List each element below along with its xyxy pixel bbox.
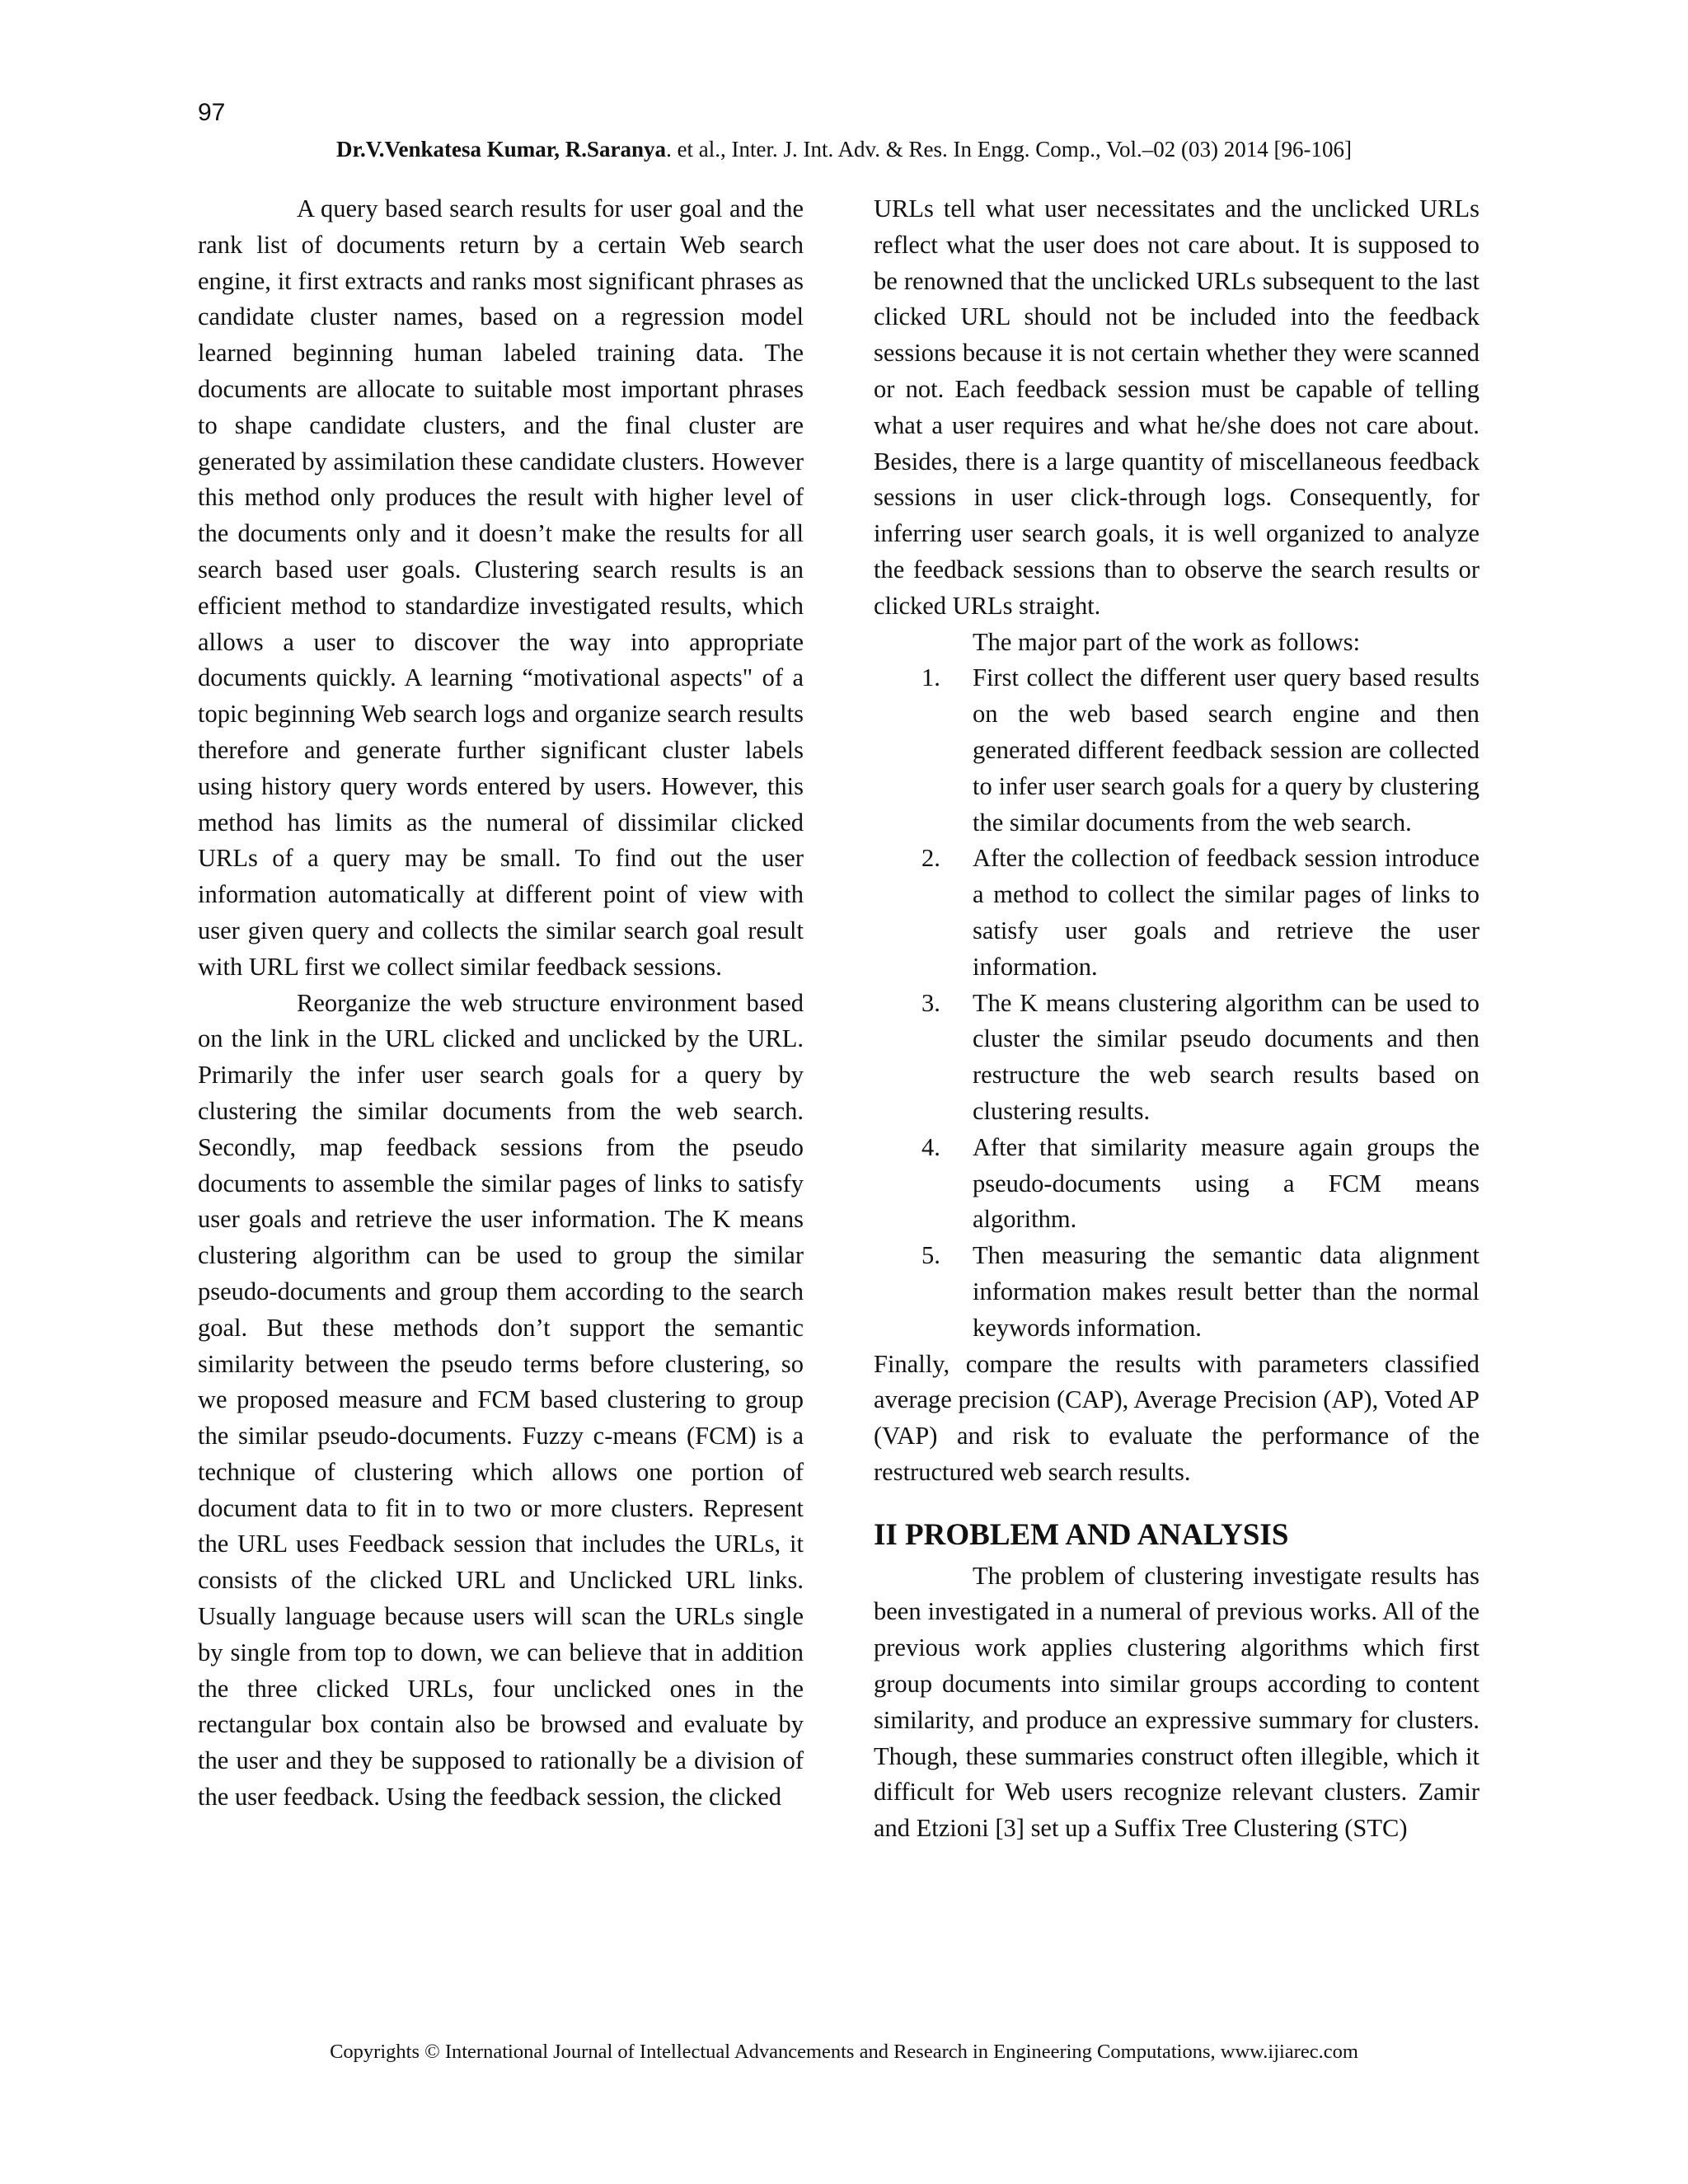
section-heading: II PROBLEM AND ANALYSIS xyxy=(874,1517,1289,1552)
body-paragraph: A query based search results for user goal and the rank list of documents return by a certain Web search engine, it first extracts and ranks most significant phrases as candidate cluster names, based on a regression model learned beginning human labeled training data. The documents are allocate to suitable most important phrases to shape candidate clusters, and the final cluster are generated by assimilation these candidate clusters. However this method only produces the result with higher level of the documents only and it doesn’t make the results for all search based user goals. Clustering search results is an efficient method to standardize investigated results, which allows a user to discover the way into appropriate documents quickly. A learning “motivational aspects" of a topic beginning Web search logs and organize search results therefore and generate further significant cluster labels using history query words entered by users. However, this method has limits as the numeral of dissimilar clicked URLs of a query may be small. To find out the user information automatically at different point of view with user given query and collects the similar search goal result with URL first we collect similar feedback sessions. xyxy=(198,194,804,981)
body-paragraph: Finally, compare the results with parameters classified average precision (CAP), Average Precision (AP), Voted AP (VAP) and risk to evaluate the performance of the restructured web search results. xyxy=(874,1349,1479,1486)
contribution-list xyxy=(874,660,1479,1346)
header-citation: . et al., Inter. J. Int. Adv. & Res. In Engg. Comp., Vol.–02 (03) 2014 [96-106] xyxy=(666,137,1352,162)
list-item-number: 2. xyxy=(921,844,940,873)
list-intro: The major part of the work as follows: xyxy=(973,627,1361,656)
list-item xyxy=(874,841,1479,985)
list-item-text: Then measuring the semantic data alignment information makes result better than the normal keywords information. xyxy=(973,1241,1479,1342)
right-column xyxy=(874,191,1479,1847)
list-item xyxy=(874,986,1479,1130)
list-item-number: 4. xyxy=(921,1132,940,1161)
page-number: 97 xyxy=(198,99,226,126)
header-authors: Dr.V.Venkatesa Kumar, R.Saranya xyxy=(335,137,667,162)
list-item xyxy=(874,1130,1479,1238)
body-paragraph: The problem of clustering investigate results has been investigated in a numeral of previous works. All of the previous work applies clustering algorithms which first group documents into similar groups according to content similarity, and produce an expressive summary for clusters. Though, these summaries construct often illegible, which it difficult for Web users recognize relevant clusters. Zamir and Etzioni [3] set up a Suffix Tree Clustering (STC) xyxy=(874,1561,1479,1843)
list-item-number: 3. xyxy=(921,988,940,1017)
list-item xyxy=(874,1238,1479,1346)
footer-copyright: Copyrights © International Journal of Intellectual Advancements and Research in Engineering Computations, www.ijiarec.com xyxy=(330,2041,1358,2063)
body-paragraph: URLs tell what user necessitates and the unclicked URLs reflect what the user does not care about. It is supposed to be renowned that the unclicked URLs subsequent to the last clicked URL should not be included into the feedback sessions because it is not certain whether they were scanned or not. Each feedback session must be capable of telling what a user requires and what he/she does not care about. Besides, there is a large quantity of miscellaneous feedback sessions in user click-through logs. Consequently, for inferring user search goals, it is well organized to analyze the feedback sessions than to observe the search results or clicked URLs straight. xyxy=(874,194,1479,620)
list-item-text: First collect the different user query based results on the web based search engine and then generated different feedback session are collected to infer user search goals for a query by clustering the similar documents from the web search. xyxy=(973,663,1479,837)
left-column xyxy=(198,191,804,1816)
list-item-text: After that similarity measure again groups the pseudo-documents using a FCM means algorithm. xyxy=(973,1132,1479,1234)
list-item xyxy=(874,660,1479,841)
list-item-text: The K means clustering algorithm can be used to cluster the similar pseudo documents and then restructure the web search results based on clustering results. xyxy=(973,988,1479,1125)
list-item-text: After the collection of feedback session introduce a method to collect the similar pages of links to satisfy user goals and retrieve the user information. xyxy=(973,844,1479,981)
list-item-number: 5. xyxy=(921,1241,940,1270)
list-item-number: 1. xyxy=(921,663,940,692)
body-paragraph: Reorganize the web structure environment based on the link in the URL clicked and unclicked by the URL. Primarily the infer user search goals for a query by clustering the similar documents from the web search. Secondly, map feedback sessions from the pseudo documents to assemble the similar pages of links to satisfy user goals and retrieve the user information. The K means clustering algorithm can be used to group the similar pseudo-documents and group them according to the search goal. But these methods don’t support the semantic similarity between the pseudo terms before clustering, so we proposed measure and FCM based clustering to group the similar pseudo-documents. Fuzzy c-means (FCM) is a technique of clustering which allows one portion of document data to fit in to two or more clusters. Represent the URL uses Feedback session that includes the URLs, it consists of the clicked URL and Unclicked URL links. Usually language because users will scan the URLs single by single from top to down, we can believe that in addition the three clicked URLs, four unclicked ones in the rectangular box contain also be browsed and evaluate by the user and they be supposed to rationally be a division of the user feedback. Using the feedback session, the clicked xyxy=(198,988,804,1811)
running-header xyxy=(0,137,1688,162)
